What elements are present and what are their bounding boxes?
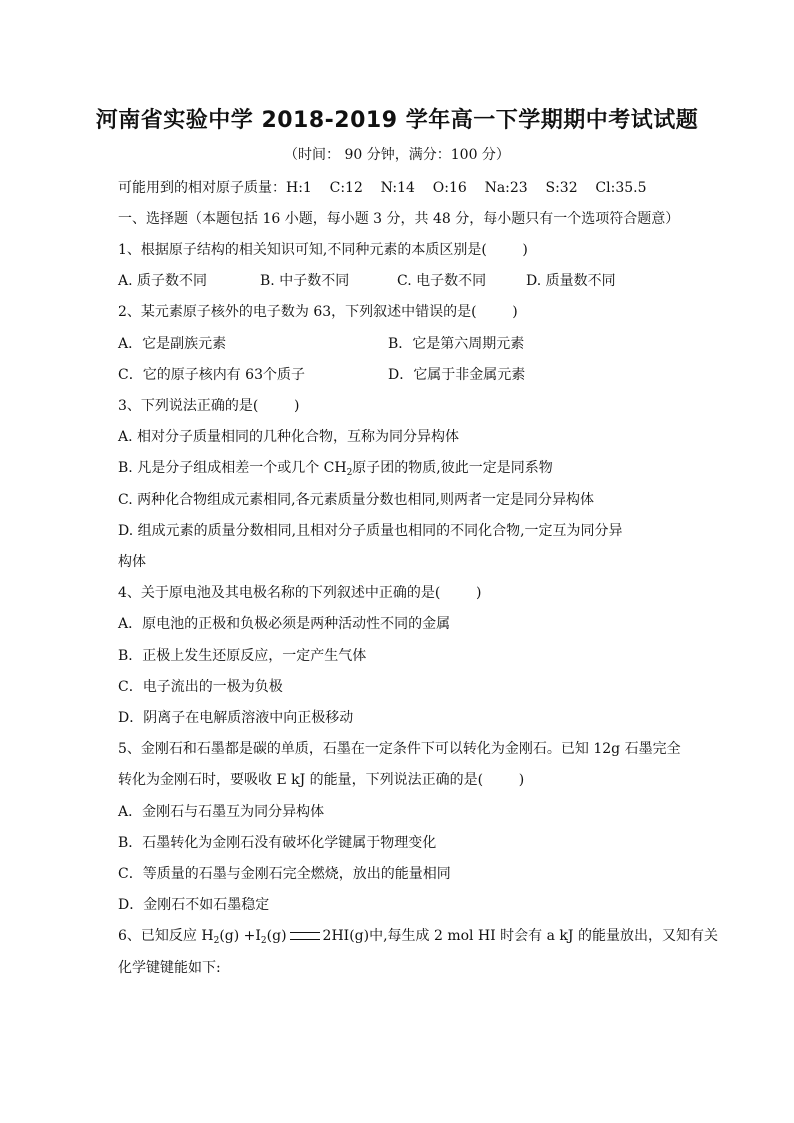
section-heading: 一、选择题（本题包括 16 小题，每小题 3 分，共 48 分，每小题只有一个选项符合题意）: [118, 211, 680, 227]
question-5-option-b: B．石墨转化为金刚石没有破坏化学键属于物理变化: [118, 835, 437, 851]
question-4-option-a: A．原电池的正极和负极必须是两种活动性不同的金属: [118, 616, 451, 632]
question-5-option-a: A．金刚石与石墨互为同分异构体: [118, 804, 325, 820]
question-3-option-d-continued: 构体: [118, 554, 146, 570]
question-2-option-c: C．它的原子核内有 63个质子: [118, 367, 305, 383]
question-6-stem-continued: 化学键键能如下:: [118, 960, 221, 976]
question-5-stem: 5、金刚石和石墨都是碳的单质，石墨在一定条件下可以转化为金刚石。已知 12g 石墨完全: [118, 741, 681, 757]
question-2-option-a: A．它是副族元素: [118, 336, 227, 352]
question-1-stem: 1、根据原子结构的相关知识可知,不同种元素的本质区别是( ): [118, 242, 528, 258]
question-1-option-b: B. 中子数不同: [260, 273, 350, 289]
question-3-option-c: C. 两种化合物组成元素相同,各元素质量分数也相同,则两者一定是同分异构体: [118, 492, 595, 508]
question-5-stem-continued: 转化为金刚石时，要吸收 E kJ 的能量，下列说法正确的是( ): [118, 772, 525, 788]
question-3-option-b: B. 凡是分子组成相差一个或几个 $CH_2$原子团的物质,彼此一定是同系物: [118, 460, 553, 478]
question-1-option-c: C. 电子数不同: [397, 273, 487, 289]
atomic-masses: 可能用到的相对原子质量：H:1 C:12 N:14 O:16 Na:23 S:32 Cl:35.5: [118, 180, 647, 196]
question-4-option-b: B．正极上发生还原反应，一定产生气体: [118, 648, 367, 664]
question-5-option-c: C．等质量的石墨与金刚石完全燃烧，放出的能量相同: [118, 866, 451, 882]
page-title: 河南省实验中学 2018-2019 学年高一下学期期中考试试题: [95, 108, 699, 133]
question-4-option-c: C．电子流出的一极为负极: [118, 679, 283, 695]
question-1-option-a: A. 质子数不同: [118, 273, 208, 289]
question-4-option-d: D．阴离子在电解质溶液中向正极移动: [118, 710, 354, 726]
question-3-stem: 3、下列说法正确的是( ): [118, 398, 300, 414]
question-4-stem: 4、关于原电池及其电极名称的下列叙述中正确的是( ): [118, 585, 482, 601]
question-2-option-b: B．它是第六周期元素: [388, 336, 525, 352]
question-5-option-d: D．金刚石不如石墨稳定: [118, 897, 270, 913]
question-1-option-d: D. 质量数不同: [526, 273, 616, 289]
equilibrium-arrow-icon: [290, 932, 320, 940]
question-2-stem: 2、某元素原子核外的电子数为 63，下列叙述中错误的是( ): [118, 304, 518, 320]
question-6-stem: 6、已知反应 $H_2(g) +I_2(g)$ 2HI(g)中,每生成 2 mol HI 时会有 a kJ 的能量放出，又知有关: [118, 928, 718, 946]
question-3-option-d: D. 组成元素的质量分数相同,且相对分子质量也相同的不同化合物,一定互为同分异: [118, 523, 623, 539]
exam-time-score: （时间： 90 分钟，满分：100 分）: [284, 147, 510, 163]
question-2-option-d: D．它属于非金属元素: [388, 367, 526, 383]
question-3-option-a: A. 相对分子质量相同的几种化合物，互称为同分异构体: [118, 429, 460, 445]
